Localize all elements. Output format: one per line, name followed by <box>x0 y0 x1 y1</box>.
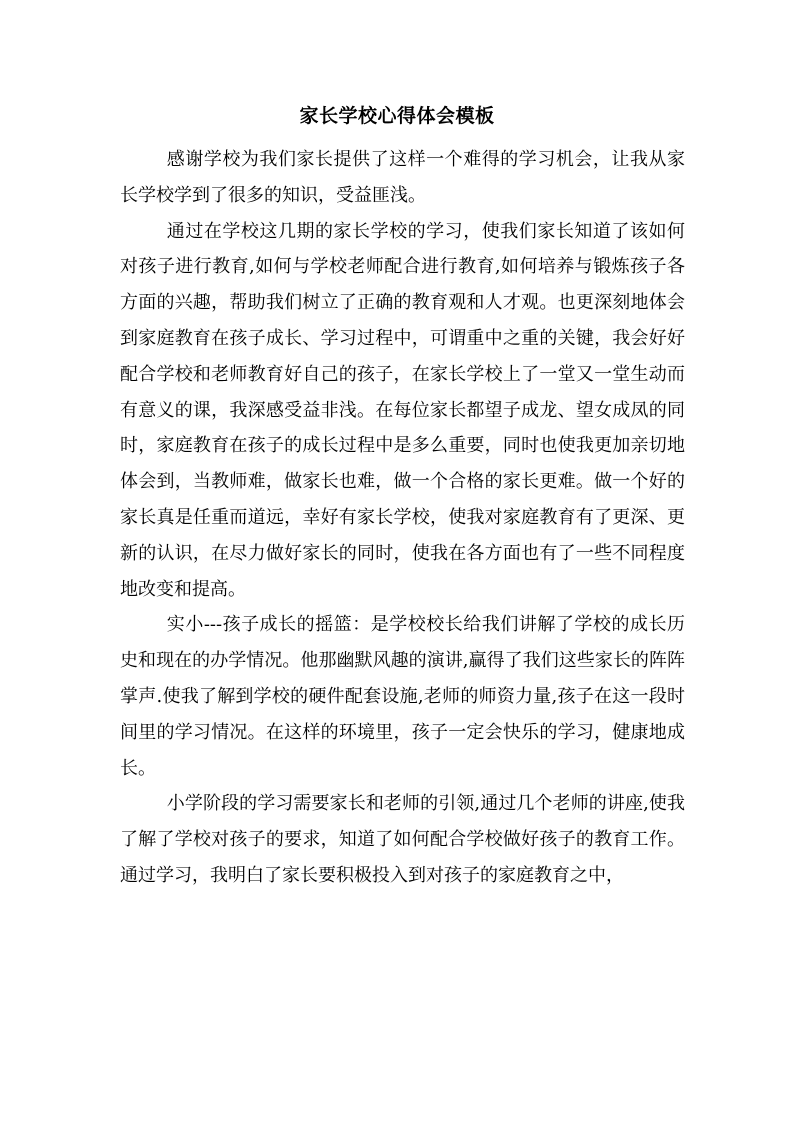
paragraph-learning: 通过在学校这几期的家长学校的学习，使我们家长知道了该如何对孩子进行教育,如何与学校老师配合进行教育,如何培养与锻炼孩子各方面的兴趣，帮助我们树立了正确的教育观和人才观。也更深刻地体会到家庭教育在孩子成长、学习过程中，可谓重中之重的关键，我会好好配合学校和老师教育好自己的孩子，在家长学校上了一堂又一堂生动而有意义的课，我深感受益非浅。在每位家长都望子成龙、望女成凤的同时，家庭教育在孩子的成长过程中是多么重要，同时也使我更加亲切地体会到，当教师难，做家长也难，做一个合格的家长更难。做一个好的家长真是任重而道远，幸好有家长学校，使我对家庭教育有了更深、更新的认识，在尽力做好家长的同时，使我在各方面也有了一些不同程度地改变和提高。 <box>120 220 685 600</box>
paragraph-intro: 感谢学校为我们家长提供了这样一个难得的学习机会，让我从家长学校学到了很多的知识，受益匪浅。 <box>120 149 685 206</box>
document-title: 家长学校心得体会模板 <box>299 105 495 127</box>
paragraph-school-cradle: 实小---孩子成长的摇篮：是学校校长给我们讲解了学校的成长历史和现在的办学情况。他那幽默风趣的演讲,赢得了我们这些家长的阵阵掌声.使我了解到学校的硬件配套设施,老师的师资力量,孩子在这一段时间里的学习情况。在这样的环境里，孩子一定会快乐的学习，健康地成长。 <box>120 614 685 779</box>
paragraph-primary-stage: 小学阶段的学习需要家长和老师的引领,通过几个老师的讲座,使我了解了学校对孩子的要求，知道了如何配合学校做好孩子的教育工作。通过学习，我明白了家长要积极投入到对孩子的家庭教育之中， <box>120 793 685 886</box>
document-body <box>120 142 685 894</box>
